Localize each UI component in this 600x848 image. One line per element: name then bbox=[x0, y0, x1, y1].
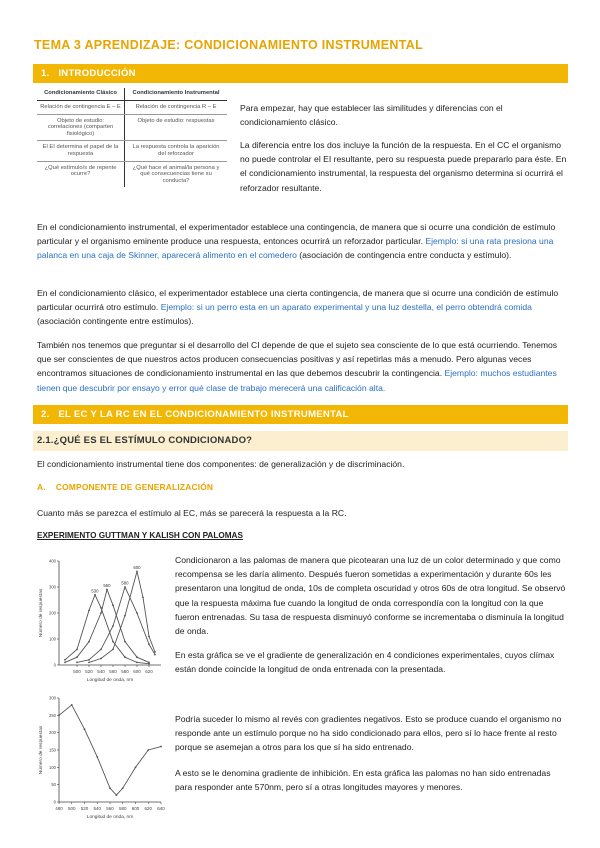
x-tick-label: 540 bbox=[93, 806, 102, 811]
experiment-paragraph-4: A esto se le denomina gradiente de inhibición. En esta gráfica las palomas no han sido entrenadas para responder ante 570nm, pero sí a otras longitudes mayores y menores. bbox=[175, 768, 551, 793]
data-point bbox=[112, 649, 114, 651]
data-point bbox=[58, 714, 60, 716]
x-tick-label: 580 bbox=[121, 669, 129, 674]
x-tick-label: 600 bbox=[133, 669, 141, 674]
x-tick-label: 620 bbox=[144, 806, 153, 811]
y-tick-label: 100 bbox=[49, 764, 56, 770]
data-point bbox=[100, 612, 102, 614]
experiment-paragraph-1: Condicionaron a las palomas de manera que picotearan una luz de un color determinado y que como recompensa se les daría alimento. Después fueron sometidas a experimentación y durante 60s les presentaron una longitud de onda, 10s de completa oscuridad y otros 60s de otra longitud. Se observó que la respuesta máxima fue cuando la longitud de onda correspondía con la longitud con la que fueron entrenadas. Su tasa de respuesta disminuyó conforme se incrementaba o disminuía la longitud de onda. bbox=[175, 555, 566, 637]
table-row bbox=[37, 161, 227, 187]
paragraph-componentes: El condicionamiento instrumental tiene dos componentes: de generalización y de discriminación. bbox=[37, 459, 405, 469]
x-tick-label: 560 bbox=[109, 669, 117, 674]
data-point bbox=[154, 651, 156, 653]
section-label: INTRODUCCIÓN bbox=[58, 68, 136, 79]
table-cell: Objeto de estudio: correlaciones (comparten fisiológico) bbox=[37, 114, 125, 141]
data-point bbox=[112, 604, 114, 606]
annotation-label: 530 bbox=[91, 588, 99, 594]
y-tick-label: 250 bbox=[49, 712, 56, 718]
table-row bbox=[37, 141, 227, 161]
subheading-generalizacion bbox=[37, 482, 213, 492]
experiment-paragraph-3: Podría suceder lo mismo al revés con gradientes negativos. Esto se produce cuando el organismo no responde ante un estímulo porque no ha sido condicionado para ellos, pero sí lo hace frente al resto porque se asemejan a otros para los que sí ha sido entrenado. bbox=[175, 714, 562, 753]
data-point bbox=[100, 658, 102, 660]
data-point bbox=[154, 654, 156, 656]
data-point bbox=[148, 643, 150, 645]
data-point bbox=[122, 787, 124, 789]
data-point bbox=[94, 594, 96, 596]
inhibition-gradient-chart bbox=[37, 690, 167, 822]
y-tick-label: 50 bbox=[51, 782, 56, 788]
paragraph-text: En el condicionamiento clásico, el experimentador establece una cierta contingencia, de manera que si ocurre una condición de estímulo particular ocurrirá otro estímulo. bbox=[37, 288, 559, 313]
data-point bbox=[112, 641, 114, 643]
x-tick-label: 540 bbox=[97, 669, 105, 674]
example-text: Ejemplo: si un perro esta en un aparato experimental y una luz destella, el perro obtendrá comida bbox=[160, 302, 532, 313]
y-tick-label: 200 bbox=[49, 730, 56, 736]
x-axis-label: Longitud de onda, nm bbox=[86, 815, 134, 820]
experiment-paragraph-2: En esta gráfica se ve el gradiente de generalización en 4 condiciones experimentales, cuyos clímax están donde coincide la longitud de onda entrenada con la presentada. bbox=[175, 650, 555, 675]
data-point bbox=[124, 656, 126, 658]
series-line-inhibición bbox=[59, 705, 161, 795]
x-tick-label: 520 bbox=[85, 669, 93, 674]
data-point bbox=[100, 607, 102, 609]
section-number: 1. bbox=[41, 68, 50, 79]
data-point bbox=[64, 659, 66, 661]
y-tick-label: 200 bbox=[49, 610, 56, 616]
paragraph-tail: (asociación de contingencia entre conducta y estímulo). bbox=[296, 250, 512, 261]
data-point bbox=[96, 756, 98, 758]
data-point bbox=[147, 749, 149, 751]
example-text: Ejemplo: si una rata presiona una palanca en una caja de Skinner, aparecerá alimento en el comedero bbox=[37, 236, 554, 261]
table-cell: ¿Qué hace el animal/la persona y qué consecuencias tiene su conducta? bbox=[132, 164, 220, 184]
x-tick-label: 640 bbox=[157, 806, 165, 811]
data-point bbox=[109, 787, 111, 789]
paragraph-clasico bbox=[37, 286, 565, 329]
x-tick-label: 620 bbox=[145, 669, 153, 674]
section-heading-introduccion bbox=[33, 64, 568, 83]
y-tick-label: 300 bbox=[49, 584, 56, 590]
data-point bbox=[136, 656, 138, 658]
x-tick-label: 480 bbox=[55, 806, 63, 811]
table-cell: La respuesta controla la aparición del reforzador bbox=[125, 141, 227, 161]
data-point bbox=[76, 656, 78, 658]
y-tick-label: 400 bbox=[49, 558, 56, 564]
x-tick-label: 500 bbox=[67, 806, 76, 811]
data-point bbox=[64, 662, 66, 664]
data-point bbox=[88, 662, 90, 664]
data-point bbox=[84, 728, 86, 730]
section-heading-ec-rc bbox=[33, 405, 568, 424]
y-axis-label: Número de respuestas bbox=[39, 588, 44, 638]
x-tick-label: 560 bbox=[106, 806, 114, 811]
data-point bbox=[88, 659, 90, 661]
section-label: EL EC Y LA RC EN EL CONDICIONAMIENTO INSTRUMENTAL bbox=[58, 409, 349, 420]
intro-paragraph-2: La diferencia entre los dos incluye la función de la respuesta. En el CC el organismo no puede controlar el EI resultante, pero su respuesta puede prepararlo para éste. En el condicionamiento instrumental, la respuesta del organismo determina si ocurrirá el reforzador resultante. bbox=[240, 140, 567, 193]
y-axis-label: Número de respuestas bbox=[39, 725, 44, 775]
table-row bbox=[37, 101, 227, 115]
paragraph-cuanto: Cuanto más se parezca el estímulo al EC, más se parecerá la respuesta a la RC. bbox=[37, 508, 347, 518]
table-cell: El EI determina el papel de la respuesta bbox=[37, 141, 125, 161]
table-row bbox=[37, 114, 227, 141]
data-point bbox=[71, 704, 73, 706]
example-text: Ejemplo: muchos estudiantes tienen que descubrir por ensayo y error qué clase de trabajo merecerá una calificación alta. bbox=[37, 368, 557, 393]
x-tick-label: 500 bbox=[73, 669, 81, 674]
x-tick-label: 600 bbox=[131, 806, 140, 811]
x-tick-label: 520 bbox=[80, 806, 89, 811]
data-point bbox=[124, 641, 126, 643]
data-point bbox=[115, 794, 117, 796]
data-point bbox=[100, 649, 102, 651]
paragraph-text: También nos tenemos que preguntar si el desarrollo del CI depende de que el sujeto sea consciente de lo que está ocurriendo. Tenemos que ser conscientes de que nuestros actos producen consecuencias positivas y así repetirlas más a menudo. Pero algunas veces encontramos situaciones de condicionamiento instrumental en las que debemos descubrir la contingencia. bbox=[37, 340, 558, 379]
annotation-label: 550 bbox=[103, 583, 111, 589]
table-cell: Relación de contingencia E – E bbox=[37, 101, 125, 115]
data-point bbox=[142, 597, 144, 599]
data-point bbox=[124, 586, 126, 588]
series-line-530 bbox=[65, 595, 149, 664]
experiment-heading: EXPERIMENTO GUTTMAN Y KALISH CON PALOMAS bbox=[37, 531, 243, 540]
data-point bbox=[160, 746, 162, 748]
table-cell: ¿Qué estímulo/s de repente ocurre? bbox=[37, 161, 125, 187]
generalization-gradient-chart bbox=[37, 553, 167, 685]
paragraph-tail: (asociación contingente entre estímulos). bbox=[37, 316, 194, 327]
subsection-heading: 2.1.¿QUÉ ES EL ESTÍMULO CONDICIONADO? bbox=[33, 431, 568, 451]
paragraph-text: En el condicionamiento instrumental, el experimentador establece una contingencia, de manera que si ocurre una condición de estímulo particular y el organismo eminente produce una respuesta, entonces ocurrirá un reforzador particular. bbox=[37, 222, 556, 247]
annotation-label: 600 bbox=[133, 564, 141, 570]
paragraph-instrumental bbox=[37, 220, 565, 263]
data-point bbox=[112, 625, 114, 627]
data-point bbox=[136, 662, 138, 664]
data-point bbox=[124, 615, 126, 617]
data-point bbox=[76, 649, 78, 651]
y-tick-label: 150 bbox=[49, 747, 56, 753]
y-tick-label: 300 bbox=[49, 695, 56, 701]
data-point bbox=[136, 571, 138, 573]
intro-paragraph-1: Para empezar, hay que establecer las similitudes y diferencias con el condicionamiento clásico. bbox=[240, 103, 503, 128]
data-point bbox=[148, 636, 150, 638]
y-tick-label: 100 bbox=[49, 636, 56, 642]
y-tick-label: 0 bbox=[53, 662, 56, 668]
x-tick-label: 580 bbox=[118, 806, 127, 811]
data-point bbox=[148, 662, 150, 664]
data-point bbox=[88, 641, 90, 643]
annotation-label: 580 bbox=[121, 580, 129, 586]
table-cell: Relación de contingencia R – E bbox=[125, 101, 227, 115]
comparison-table bbox=[37, 88, 227, 187]
subheading-letter: A. bbox=[37, 482, 46, 492]
table-cell: Objeto de estudio: respuestas bbox=[125, 114, 227, 141]
data-point bbox=[106, 589, 108, 591]
section-number: 2. bbox=[41, 409, 50, 420]
x-axis-label: Longitud de onda, nm bbox=[86, 678, 134, 683]
paragraph-conciencia bbox=[37, 338, 565, 395]
data-point bbox=[88, 610, 90, 612]
data-point bbox=[76, 662, 78, 664]
subheading-label: COMPONENTE DE GENERALIZACIÓN bbox=[55, 482, 214, 492]
data-point bbox=[136, 612, 138, 614]
data-point bbox=[135, 766, 137, 768]
y-tick-label: 0 bbox=[53, 799, 56, 805]
table-header-instrumental: Condicionamiento Instrumental bbox=[125, 88, 227, 101]
page-title: TEMA 3 APRENDIZAJE: CONDICIONAMIENTO INSTRUMENTAL bbox=[34, 38, 424, 52]
table-header-clasico: Condicionamiento Clásico bbox=[37, 88, 125, 101]
